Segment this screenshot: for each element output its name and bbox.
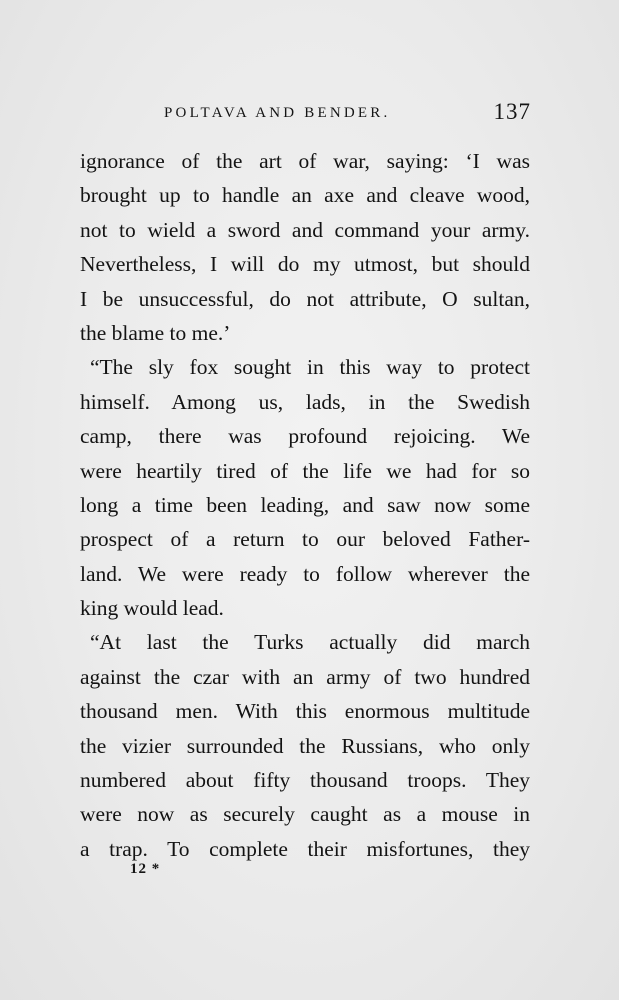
text-line: I be unsuccessful, do not attribute, O sultan, [80, 286, 530, 311]
text-line: prospect of a return to our beloved Father- [80, 527, 530, 552]
text-line: brought up to handle an axe and cleave wood, [80, 183, 530, 208]
text-line: Nevertheless, I will do my utmost, but should [80, 252, 530, 277]
text-line: the vizier surrounded the Russians, who only [80, 733, 530, 758]
text-line: the blame to me.’ [80, 320, 231, 345]
text-line: himself. Among us, lads, in the Swedish [80, 389, 530, 414]
text-line: thousand men. With this enormous multitude [80, 699, 530, 724]
text-line: “The sly fox sought in this way to protect [90, 355, 530, 380]
text-line: “At last the Turks actually did march [90, 630, 530, 655]
text-line: land. We were ready to follow wherever the [80, 561, 530, 586]
running-head [80, 99, 535, 133]
text-line: numbered about fifty thousand troops. They [80, 768, 530, 793]
page-number: 137 [493, 99, 531, 124]
text-line: camp, there was profound rejoicing. We [80, 424, 530, 449]
text-line: ignorance of the art of war, saying: ‘I was [80, 149, 530, 173]
text-line: not to wield a sword and command your army. [80, 217, 530, 242]
printer-signature-mark: 12 * [130, 861, 161, 877]
text-line: long a time been leading, and saw now some [80, 492, 530, 517]
text-line: king would lead. [80, 596, 224, 621]
running-title: POLTAVA AND BENDER. [164, 105, 391, 121]
text-line: were now as securely caught as a mouse in [80, 802, 530, 827]
text-line: against the czar with an army of two hundred [80, 664, 530, 689]
text-line: were heartily tired of the life we had for so [80, 458, 530, 483]
text-line: a trap. To complete their misfortunes, they [80, 836, 530, 861]
body-text [80, 144, 530, 866]
